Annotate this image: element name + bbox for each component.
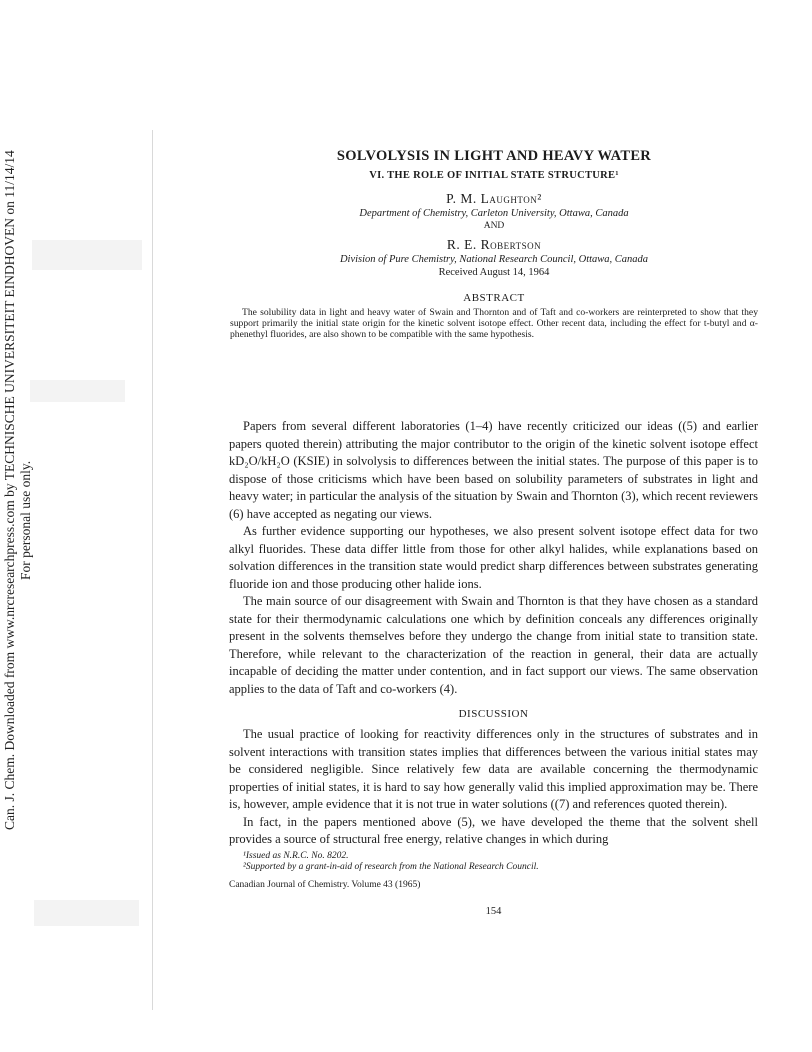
- article-subtitle: VI. THE ROLE OF INITIAL STATE STRUCTURE¹: [369, 170, 619, 181]
- abstract-text: The solubility data in light and heavy water of Swain and Thornton and of Taft and co-workers are reinterpreted to show that they support primarily the initial state origin for the kinetic solvent isotope effect. Other recent data, including the effect for t-butyl and α-phenethyl fluorides, are also shown to be compatible with the same hypothesis.: [230, 307, 758, 340]
- scan-noise: [34, 900, 139, 926]
- scan-noise: [32, 240, 142, 270]
- download-stamp: [0, 0, 40, 1052]
- journal-citation: Canadian Journal of Chemistry. Volume 43 (1965): [229, 879, 421, 890]
- author-affiliation: Department of Chemistry, Carleton University, Ottawa, Canada: [359, 208, 629, 219]
- article-header: [230, 148, 758, 340]
- discussion-heading: DISCUSSION: [458, 708, 529, 720]
- author-name: R. E. Robertson: [446, 237, 542, 252]
- received-date: Received August 14, 1964: [438, 267, 550, 278]
- author-name: P. M. Laughton²: [446, 191, 542, 206]
- article-body: [229, 418, 758, 917]
- author-affiliation: Division of Pure Chemistry, National Research Council, Ottawa, Canada: [339, 254, 649, 265]
- article-title: SOLVOLYSIS IN LIGHT AND HEAVY WATER: [336, 148, 652, 164]
- footnote: ¹Issued as N.R.C. No. 8202.: [243, 850, 349, 861]
- scan-noise: [30, 380, 125, 402]
- download-stamp-line1: Can. J. Chem. Downloaded from www.nrcresearchpress.com by TECHNISCHE UNIVERSITEIT EINDHOVEN on 11/14/14: [2, 150, 17, 830]
- body-paragraph: In fact, in the papers mentioned above (5), we have developed the theme that the solvent shell provides a source of structural free energy, relative changes in which during: [229, 814, 758, 846]
- body-paragraph: As further evidence supporting our hypotheses, we also present solvent isotope effect data for two alkyl fluorides. These data differ little from those for other alkyl halides, while explanations based on solvation differences in the transition state would predict sharp differences between substrates generating fluoride ion and those producing other halide ions.: [229, 524, 758, 591]
- page-number: 154: [485, 905, 502, 917]
- body-paragraph: Papers from several different laboratories (1–4) have recently criticized our ideas ((5) and earlier papers quoted therein) attributing the major contributor to the origin of the kinetic solvent isotope effect kD₂O/kH₂O (KSIE) in solvolysis to differences between the initial states. The purpose of this paper is to dispose of those criticisms which have been based on solubility parameters of substrates in light and heavy water; in particular the analysis of the situation by Swain and Thornton (3), which recent reviewers (6) have accepted as negating our views.: [229, 419, 758, 521]
- scan-margin-line: [152, 130, 153, 1010]
- footnotes: [229, 851, 758, 873]
- author-separator: AND: [483, 221, 505, 231]
- abstract-heading: ABSTRACT: [463, 292, 525, 304]
- download-stamp-line2: For personal use only.: [18, 460, 33, 580]
- body-paragraph: The main source of our disagreement with Swain and Thornton is that they have chosen as a standard state for their thermodynamic calculations one which by definition conceals any differences originally present in the solvents themselves before they undergo the change from initial state to transition state. Therefore, while relevant to the characterization of the reaction in general, their data are actually incapable of deciding the matter under contention, and in fact support our views. The same observation applies to the data of Taft and co-workers (4).: [229, 594, 758, 696]
- footnote: ²Supported by a grant-in-aid of research from the National Research Council.: [243, 861, 539, 872]
- body-paragraph: The usual practice of looking for reactivity differences only in the structures of substrates and in solvent interactions with transition states implies that differences between the various initial states may be considered negligible. Since relatively few data are available concerning the thermodynamic properties of initial states, it is hard to say how generally valid this implied approximation may be. There is, however, ample evidence that it is not true in water solutions ((7) and references quoted therein).: [229, 727, 758, 811]
